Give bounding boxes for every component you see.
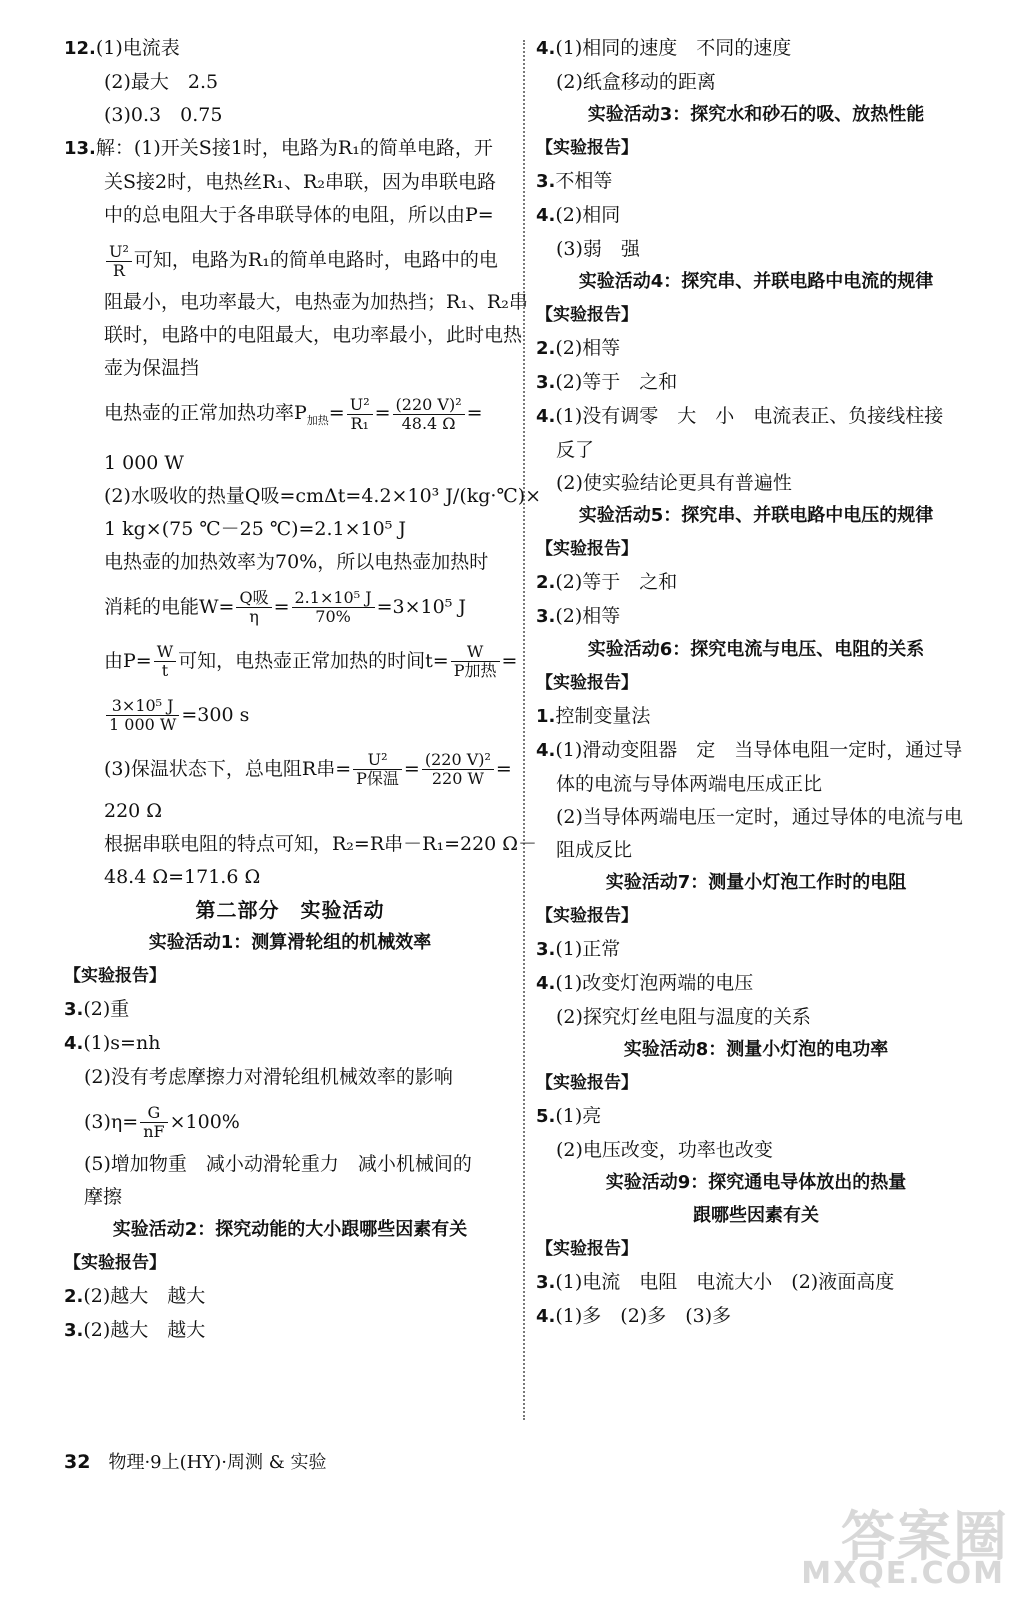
q13-line6: 联时，电路中的电阻最大，电功率最小，此时电热	[104, 324, 523, 346]
act3-line2: 4.(2)相同	[536, 204, 621, 226]
act1-line5: (5)增加物重 减小动滑轮重力 减小机械间的	[84, 1152, 472, 1175]
watermark-url: MXQE.COM	[801, 1556, 1005, 1591]
act4-line2: 3.(2)等于 之和	[536, 371, 678, 393]
act5-title: 实验活动5：探究串、并联电路中电压的规律	[578, 505, 934, 526]
act7-line1: 3.(1)正常	[536, 938, 621, 960]
act6-line5: 阻成反比	[556, 839, 633, 861]
act3-line1: 3.不相等	[536, 170, 613, 192]
act9-line1: 3.(1)电流 电阻 电流大小 (2)液面高度	[536, 1271, 895, 1293]
act3-title: 实验活动3：探究水和砂石的吸、放热性能	[587, 104, 925, 125]
act3-line3: (3)弱 强	[556, 238, 640, 260]
act6-line1: 1.控制变量法	[536, 705, 651, 727]
q13-line7: 壶为保温挡	[104, 357, 200, 379]
act8-line1: 5.(1)亮	[536, 1105, 602, 1127]
fraction: $\frac{\text{2.1×10⁵ J}}{70\%}$	[292, 589, 375, 626]
act8-title: 实验活动8：测量小灯泡的电功率	[623, 1039, 889, 1060]
act7-title: 实验活动7：测量小灯泡工作时的电阻	[605, 872, 907, 893]
q13-line17: 220 Ω	[104, 799, 163, 822]
act4-line1: 2.(2)相等	[536, 337, 621, 359]
fraction: $\frac{\text{(220 V)²}}{220 W}$	[422, 751, 494, 788]
act4-line5: (2)使实验结论更具有普遍性	[556, 472, 792, 494]
act4-tag: 【实验报告】	[536, 305, 638, 325]
q13-line18: 根据串联电阻的特点可知，R₂=R串－R₁=220 Ω－	[104, 832, 538, 855]
fraction: $\frac{\text{3×10⁵ J}}{1 000 W}$	[106, 697, 179, 734]
fraction: $\frac{\text{Q吸}}{\eta}$	[236, 589, 271, 626]
q13-line13: 消耗的电能W= $\frac{\text{Q吸}}{\eta}$ = $\frac{\text{2.1×10⁵ J}}{70\%}$ =3×10⁵ J	[104, 588, 467, 627]
q13-line10: (2)水吸收的热量Q吸=cmΔt=4.2×10³ J/(kg·℃)×	[104, 484, 542, 507]
act1-line3: (2)没有考虑摩擦力对滑轮组机械效率的影响	[84, 1065, 453, 1088]
act9-title-line1: 实验活动9：探究通电导体放出的热量	[605, 1172, 907, 1193]
q12-line3: (3)0.3 0.75	[104, 104, 223, 126]
act7-line3: (2)探究灯丝电阻与温度的关系	[556, 1006, 811, 1028]
act6-line3: 体的电流与导体两端电压成正比	[556, 773, 823, 795]
q13-line19: 48.4 Ω=171.6 Ω	[104, 865, 261, 888]
act4-title: 实验活动4：探究串、并联电路中电流的规律	[578, 271, 934, 292]
act9-title-line2: 跟哪些因素有关	[693, 1205, 819, 1226]
page-footer	[64, 1448, 326, 1474]
q13-line1: 13.解：(1)开关S接1时，电路为R₁的简单电路，开	[64, 137, 493, 159]
act6-title: 实验活动6：探究电流与电压、电阻的关系	[587, 639, 925, 660]
q13-line8: 电热壶的正常加热功率$P_{加热}=$ $\frac{\text{U²}}{\text{R₁}}$ = $\frac{\text{(220 V)²}}{48.4 \Omega}$ =	[104, 394, 483, 433]
q12-line1: 12.(1)电流表	[64, 37, 180, 59]
act8-line2: (2)电压改变，功率也改变	[556, 1139, 773, 1161]
fraction: $\frac{W}{\text{P加热}}$	[451, 643, 500, 680]
fraction: $\frac{W}{t}$	[154, 643, 176, 680]
act7-line2: 4.(1)改变灯泡两端的电压	[536, 972, 754, 994]
top-line2: (2)纸盒移动的距离	[556, 71, 716, 93]
q13-line15: $\frac{\text{3×10⁵ J}}{1 000 W}$ =300 s	[64, 693, 516, 737]
column-divider	[523, 40, 525, 1420]
act1-line2: 4.(1)s=nh	[64, 1031, 161, 1054]
q13-line16: (3)保温状态下，总电阻R串= $\frac{\text{U²}}{\text{P保温}}$ = $\frac{\text{(220 V)²}}{220 W}$ =	[104, 750, 512, 789]
act6-line4: (2)当导体两端电压一定时，通过导体的电流与电	[556, 806, 963, 828]
q13-line5: 阻最小，电功率最大，电热壶为加热挡；R₁、R₂串	[104, 291, 528, 313]
fraction: $\frac{\text{U²}}{\text{R₁}}$	[347, 396, 373, 433]
fraction: $\frac{\text{U²}}{R}$	[106, 243, 132, 280]
fraction: $\frac{\text{(220 V)²}}{48.4 \Omega}$	[393, 396, 465, 433]
q13-line12: 电热壶的加热效率为70%，所以电热壶加热时	[104, 550, 489, 573]
act4-line3: 4.(1)没有调零 大 小 电流表正、负接线柱接	[536, 405, 944, 427]
page-number: 32	[64, 1451, 91, 1473]
q12-line2: (2)最大 2.5	[104, 71, 219, 93]
left-column	[64, 37, 542, 1354]
act1-title: 实验活动1：测算滑轮组的机械效率	[148, 931, 432, 953]
act6-tag: 【实验报告】	[536, 673, 638, 693]
act1-line1: 3.(2)重	[64, 997, 130, 1020]
footer-text: 物理·9上(HY)·周测 & 实验	[108, 1452, 327, 1473]
act7-tag: 【实验报告】	[536, 906, 638, 926]
right-column	[536, 38, 976, 1340]
watermark-logo-text: 答案圈	[841, 1505, 1009, 1568]
act2-title: 实验活动2：探究动能的大小跟哪些因素有关	[112, 1218, 468, 1240]
act2-line2: 3.(2)越大 越大	[64, 1318, 206, 1341]
fraction: $\frac{\text{U²}}{\text{P保温}}$	[353, 751, 402, 788]
act6-line2: 4.(1)滑动变阻器 定 当导体电阻一定时，通过导	[536, 739, 963, 761]
act1-line6: 摩擦	[84, 1185, 123, 1208]
fraction: $\frac{G}{nF}$	[140, 1104, 167, 1141]
act2-tag: 【实验报告】	[64, 1252, 166, 1273]
q13-line9: 1 000 W	[104, 451, 184, 474]
act5-tag: 【实验报告】	[536, 539, 638, 559]
act5-line2: 3.(2)相等	[536, 605, 621, 627]
act5-line1: 2.(2)等于 之和	[536, 571, 678, 593]
act1-line4: (3)η= $\frac{G}{nF}$ ×100%	[84, 1103, 240, 1142]
top-line1: 4.(1)相同的速度 不同的速度	[536, 37, 792, 59]
act4-line4: 反了	[556, 439, 595, 461]
q13-line11: 1 kg×(75 ℃－25 ℃)=2.1×10⁵ J	[104, 517, 406, 540]
part2-title: 第二部分 实验活动	[195, 897, 385, 922]
q13-line4: $\frac{\text{U²}}{R}$ 可知，电路为R₁的简单电路时，电路中的电	[64, 238, 516, 282]
act8-tag: 【实验报告】	[536, 1073, 638, 1093]
q13-line2: 关S接2时，电热丝R₁、R₂串联，因为串联电路	[104, 171, 496, 193]
act9-line2: 4.(1)多 (2)多 (3)多	[536, 1305, 732, 1327]
act2-line1: 2.(2)越大 越大	[64, 1284, 206, 1307]
q13-line3: 中的总电阻大于各串联导体的电阻，所以由P=	[104, 204, 494, 226]
q13-line14: 由P= $\frac{W}{t}$ 可知，电热壶正常加热的时间t= $\frac{W}{\text{P加热}}$ =	[104, 642, 518, 681]
act9-tag: 【实验报告】	[536, 1239, 638, 1259]
act3-tag: 【实验报告】	[536, 138, 638, 158]
act1-tag: 【实验报告】	[64, 965, 166, 986]
